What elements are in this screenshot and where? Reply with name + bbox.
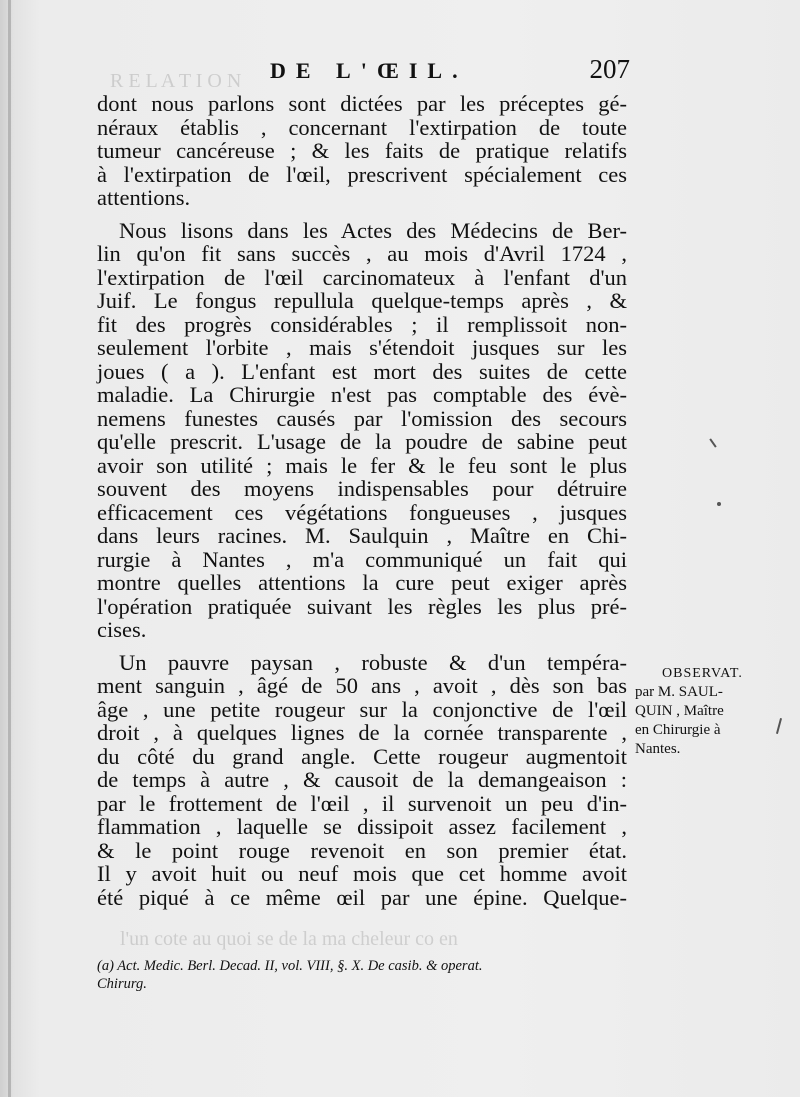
text-line: souvent des moyens indispensables pour détruire	[97, 476, 627, 501]
text-line: Juif. Le fongus repullula quelque-temps après , &	[97, 288, 627, 313]
text-line: tumeur cancéreuse ; & les faits de pratique relatifs	[97, 138, 627, 163]
text-line: & le point rouge revenoit en son premier état.	[97, 837, 627, 863]
text-line: efficacement ces végétations fongueuses , jusques	[97, 499, 627, 525]
text-line: été piqué à ce même œil par une épine. Quelque-	[97, 884, 627, 910]
page-gutter-edge	[8, 0, 11, 1097]
text-line: cises.	[97, 617, 147, 642]
text-line: attentions.	[97, 185, 191, 210]
stray-ink-mark	[709, 438, 716, 447]
footnote-line: (a) Act. Medic. Berl. Decad. II, vol. VIII, §. X. De casib. & operat.	[97, 958, 483, 974]
footnote-line: Chirurg.	[97, 976, 147, 992]
body-text	[97, 92, 627, 909]
page-header	[270, 54, 630, 88]
margin-note-title: OBSERVAT.	[662, 666, 743, 681]
text-line: Nous lisons dans les Actes des Médecins de Ber-	[119, 217, 627, 243]
footnote	[97, 957, 627, 993]
running-head: DE L'ŒIL.	[270, 58, 468, 83]
text-line: à l'extirpation de l'œil, prescrivent spécialement ces	[97, 161, 627, 187]
text-line: ment sanguin , âgé de 50 ans , avoit , dès son bas	[97, 673, 627, 698]
margin-note-line: Nantes.	[635, 741, 681, 757]
text-line: l'opération pratiquée suivant les règles les plus pré-	[97, 593, 627, 619]
text-line: avoir son utilité ; mais le fer & le feu sont le plus	[97, 452, 627, 478]
text-line: joues ( a ). L'enfant est mort des suites de cette	[97, 358, 627, 384]
text-line: dont nous parlons sont dictées par les préceptes gé-	[97, 91, 627, 116]
text-line: seulement l'orbite , mais s'étendoit jusques sur les	[97, 335, 627, 360]
margin-note-line: QUIN , Maître	[635, 703, 724, 719]
text-line: montre quelles attentions la cure peut exiger après	[97, 570, 627, 595]
stray-ink-mark	[717, 502, 721, 506]
text-line: du côté du grand angle. Cette rougeur augmentoit	[97, 743, 627, 769]
text-line: maladie. La Chirurgie n'est pas comptable des évè-	[97, 382, 627, 407]
text-line: nemens funestes causés par l'omission des secours	[97, 405, 627, 431]
show-through-text: R E L A T I O N	[110, 70, 242, 92]
margin-note-line: en Chirurgie à	[635, 722, 721, 738]
page-number: 207	[589, 54, 630, 84]
text-line: âge , une petite rougeur sur la conjonctive de l'œil	[97, 696, 627, 722]
margin-note	[635, 664, 785, 759]
text-line: Un pauvre paysan , robuste & d'un tempéra-	[119, 649, 627, 675]
text-line: fit des progrès considérables ; il remplissoit non-	[97, 311, 627, 337]
show-through-text: l'un cote au quoi se de la ma cheleur co en	[120, 928, 458, 950]
text-line: de temps à autre , & causoit de la demangeaison :	[97, 767, 627, 792]
text-line: flammation , laquelle se dissipoit assez facilement ,	[97, 814, 627, 839]
text-line: l'extirpation de l'œil carcinomateux à l'enfant d'un	[97, 264, 627, 290]
text-line: dans leurs racines. M. Saulquin , Maître en Chi-	[97, 523, 627, 548]
text-line: qu'elle prescrit. L'usage de la poudre de sabine peut	[97, 429, 627, 454]
text-line: lin qu'on fit sans succès , au mois d'Avril 1724 ,	[97, 241, 627, 266]
text-line: rurgie à Nantes , m'a communiqué un fait qui	[97, 546, 627, 572]
text-line: néraux établis , concernant l'extirpation de toute	[97, 114, 627, 140]
text-line: par le frottement de l'œil , il survenoit un peu d'in-	[97, 790, 627, 816]
text-line: Il y avoit huit ou neuf mois que cet homme avoit	[97, 861, 627, 886]
margin-note-line: par M. SAUL-	[635, 684, 723, 700]
text-line: droit , à quelques lignes de la cornée transparente ,	[97, 720, 627, 745]
